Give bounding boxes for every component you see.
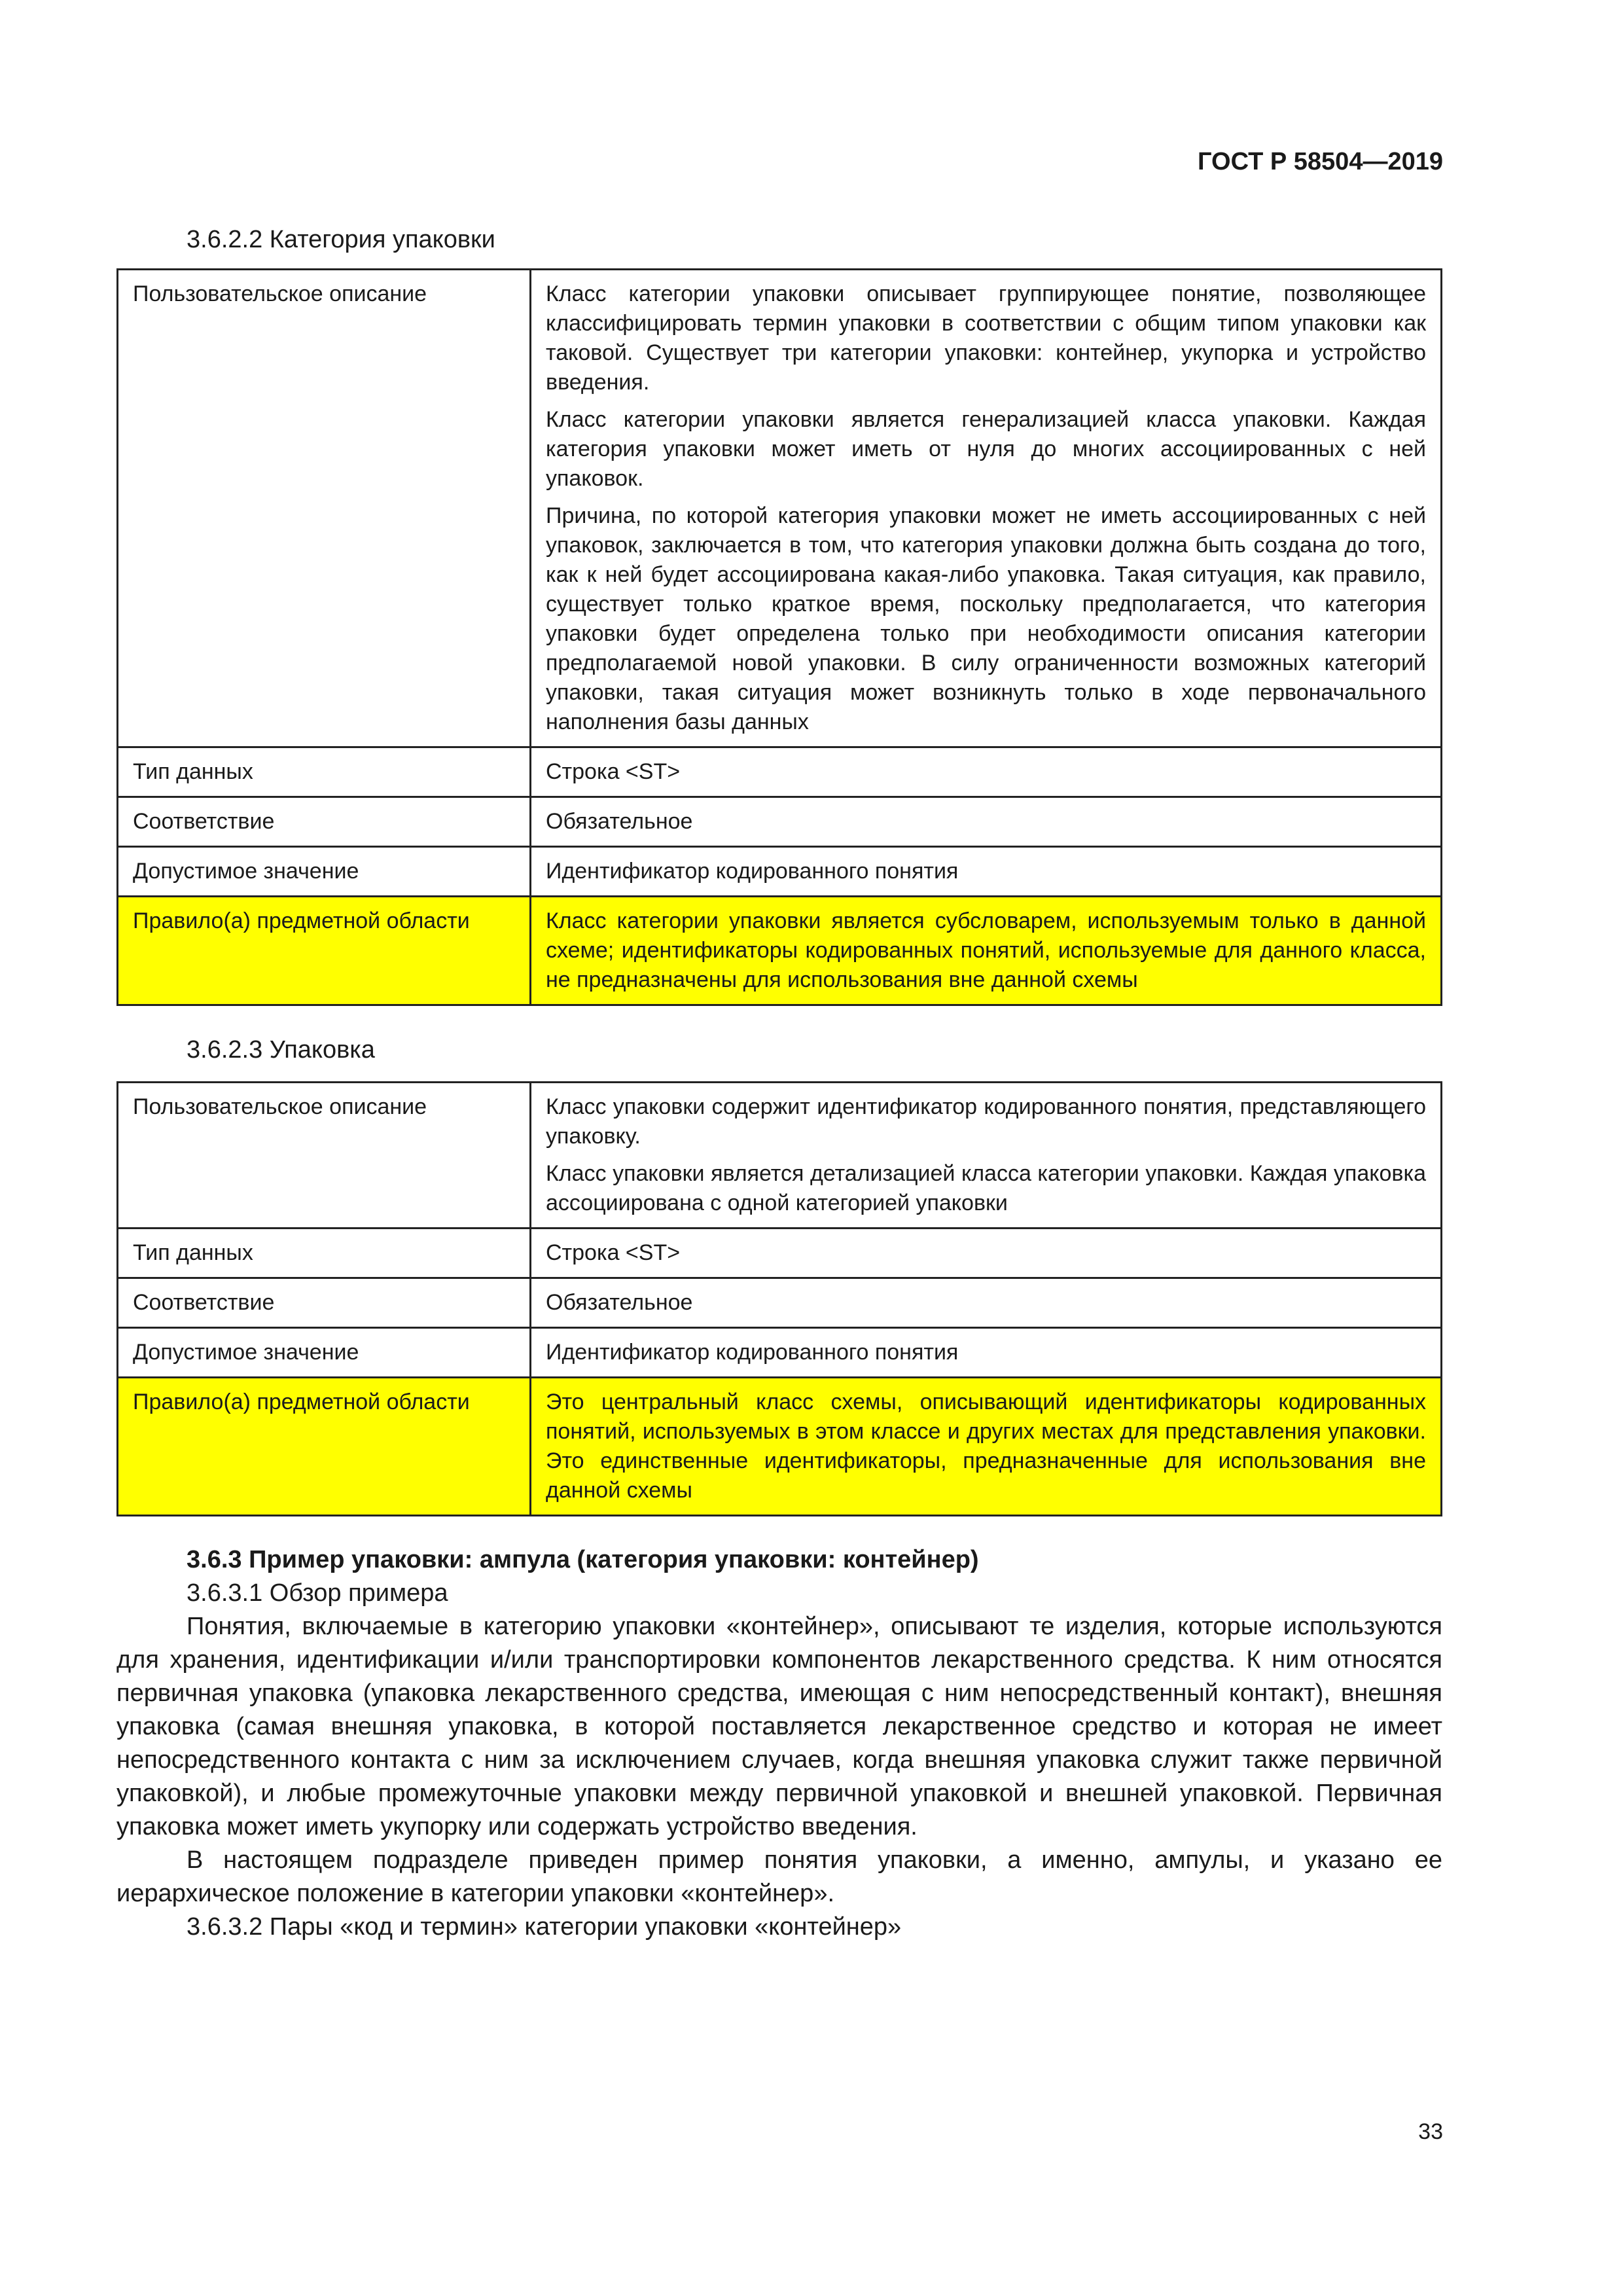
- table-row-highlighted: [118, 897, 1442, 1005]
- row-value-paragraph: Это центральный класс схемы, описывающий идентификаторы кодированных понятий, используемых в этом классе и других местах для представления упаковки. Это единственные идентификаторы, предназначенные для использования вне данной схемы: [546, 1390, 1426, 1503]
- table-row: [118, 847, 1442, 897]
- row-value: [531, 897, 1442, 1005]
- row-value-paragraph: Строка <ST>: [546, 1240, 681, 1265]
- section-title-package: 3.6.2.3 Упаковка: [187, 1036, 375, 1064]
- row-value-paragraph: Класс категории упаковки описывает группирующее понятие, позволяющее классифицировать термин упаковки в соответствии с общим типом упаковки как таковой. Существует три категории упаковки: контейнер, укупорка и устройство введения.: [546, 281, 1426, 395]
- row-label: Пользовательское описание: [118, 270, 531, 747]
- body-paragraph: В настоящем подразделе приведен пример понятия упаковки, а именно, ампулы, и указано ее иерархическое положение в категории упаковки «контейнер».: [116, 1846, 1442, 1907]
- package-table: [116, 1081, 1442, 1516]
- row-label: Допустимое значение: [118, 847, 531, 897]
- table-row: [118, 1083, 1442, 1229]
- row-value-paragraph: Обязательное: [546, 1290, 693, 1315]
- row-value-paragraph: Класс категории упаковки является генерализацией класса упаковки. Каждая категория упаковки может иметь от нуля до многих ассоциированных с ней упаковок.: [546, 407, 1426, 491]
- subsection-title-overview: 3.6.3.1 Обзор примера: [187, 1579, 448, 1607]
- row-label: Допустимое значение: [118, 1328, 531, 1378]
- row-value: [531, 747, 1442, 797]
- table-row: [118, 1278, 1442, 1328]
- row-value-paragraph: Обязательное: [546, 809, 693, 834]
- row-value: [531, 1278, 1442, 1328]
- package-category-table: [116, 268, 1442, 1006]
- page-number: 33: [1418, 2119, 1443, 2144]
- row-label: Тип данных: [118, 747, 531, 797]
- table-row: [118, 797, 1442, 847]
- example-section: [116, 1543, 1442, 1944]
- row-value: [531, 270, 1442, 747]
- table-row-highlighted: [118, 1378, 1442, 1516]
- row-value-paragraph: Идентификатор кодированного понятия: [546, 859, 959, 884]
- row-value: [531, 847, 1442, 897]
- table-row: [118, 1328, 1442, 1378]
- subsection-title-code-term-pairs: 3.6.3.2 Пары «код и термин» категории упаковки «контейнер»: [187, 1913, 902, 1941]
- row-value-paragraph: Причина, по которой категория упаковки может не иметь ассоциированных с ней упаковок, заключается в том, что категория упаковки должна быть создана до того, как к ней будет ассоциирована какая-либо упаковка. Такая ситуация, как правило, существует только краткое время, поскольку предполагается, что категория упаковки будет определена только при необходимости описания категории предполагаемой новой упаковки. В силу ограниченности возможных категорий упаковки, такая ситуация может возникнуть только в ходе первоначального наполнения базы данных: [546, 503, 1426, 734]
- section-heading-example: 3.6.3 Пример упаковки: ампула (категория упаковки: контейнер): [187, 1546, 979, 1573]
- row-value: [531, 1229, 1442, 1278]
- row-value: [531, 797, 1442, 847]
- row-label: Соответствие: [118, 1278, 531, 1328]
- row-label: Правило(а) предметной области: [118, 1378, 531, 1516]
- table-row: [118, 270, 1442, 747]
- body-paragraph: Понятия, включаемые в категорию упаковки «контейнер», описывают те изделия, которые используются для хранения, идентификации и/или транспортировки компонентов лекарственного средства. К ним относятся первичная упаковка (упаковка лекарственного средства, имеющая с ним непосредственный контакт), внешняя упаковка (самая внешняя упаковка, в которой поставляется лекарственное средство и которая не имеет непосредственного контакта с ним за исключением случаев, когда внешняя упаковка служит также первичной упаковкой), и любые промежуточные упаковки между первичной упаковкой и внешней упаковкой. Первичная упаковка может иметь укупорку или содержать устройство введения.: [116, 1613, 1442, 1840]
- row-value-paragraph: Класс упаковки содержит идентификатор кодированного понятия, представляющего упаковку.: [546, 1094, 1426, 1149]
- row-label: Соответствие: [118, 797, 531, 847]
- row-value-paragraph: Строка <ST>: [546, 759, 681, 784]
- row-value-paragraph: Класс упаковки является детализацией класса категории упаковки. Каждая упаковка ассоциирована с одной категорией упаковки: [546, 1161, 1426, 1215]
- document-standard-number: ГОСТ Р 58504—2019: [1198, 148, 1443, 175]
- row-label: Пользовательское описание: [118, 1083, 531, 1229]
- row-value-paragraph: Класс категории упаковки является субсловарем, используемым только в данной схеме; идентификаторы кодированных понятий, используемые для данного класса, не предназначены для использования вне данной схемы: [546, 908, 1426, 992]
- table-row: [118, 747, 1442, 797]
- section-title-package-category: 3.6.2.2 Категория упаковки: [187, 226, 495, 253]
- row-value-paragraph: Идентификатор кодированного понятия: [546, 1340, 959, 1365]
- row-value: [531, 1328, 1442, 1378]
- row-value: [531, 1083, 1442, 1229]
- row-value: [531, 1378, 1442, 1516]
- table-row: [118, 1229, 1442, 1278]
- row-label: Тип данных: [118, 1229, 531, 1278]
- row-label: Правило(а) предметной области: [118, 897, 531, 1005]
